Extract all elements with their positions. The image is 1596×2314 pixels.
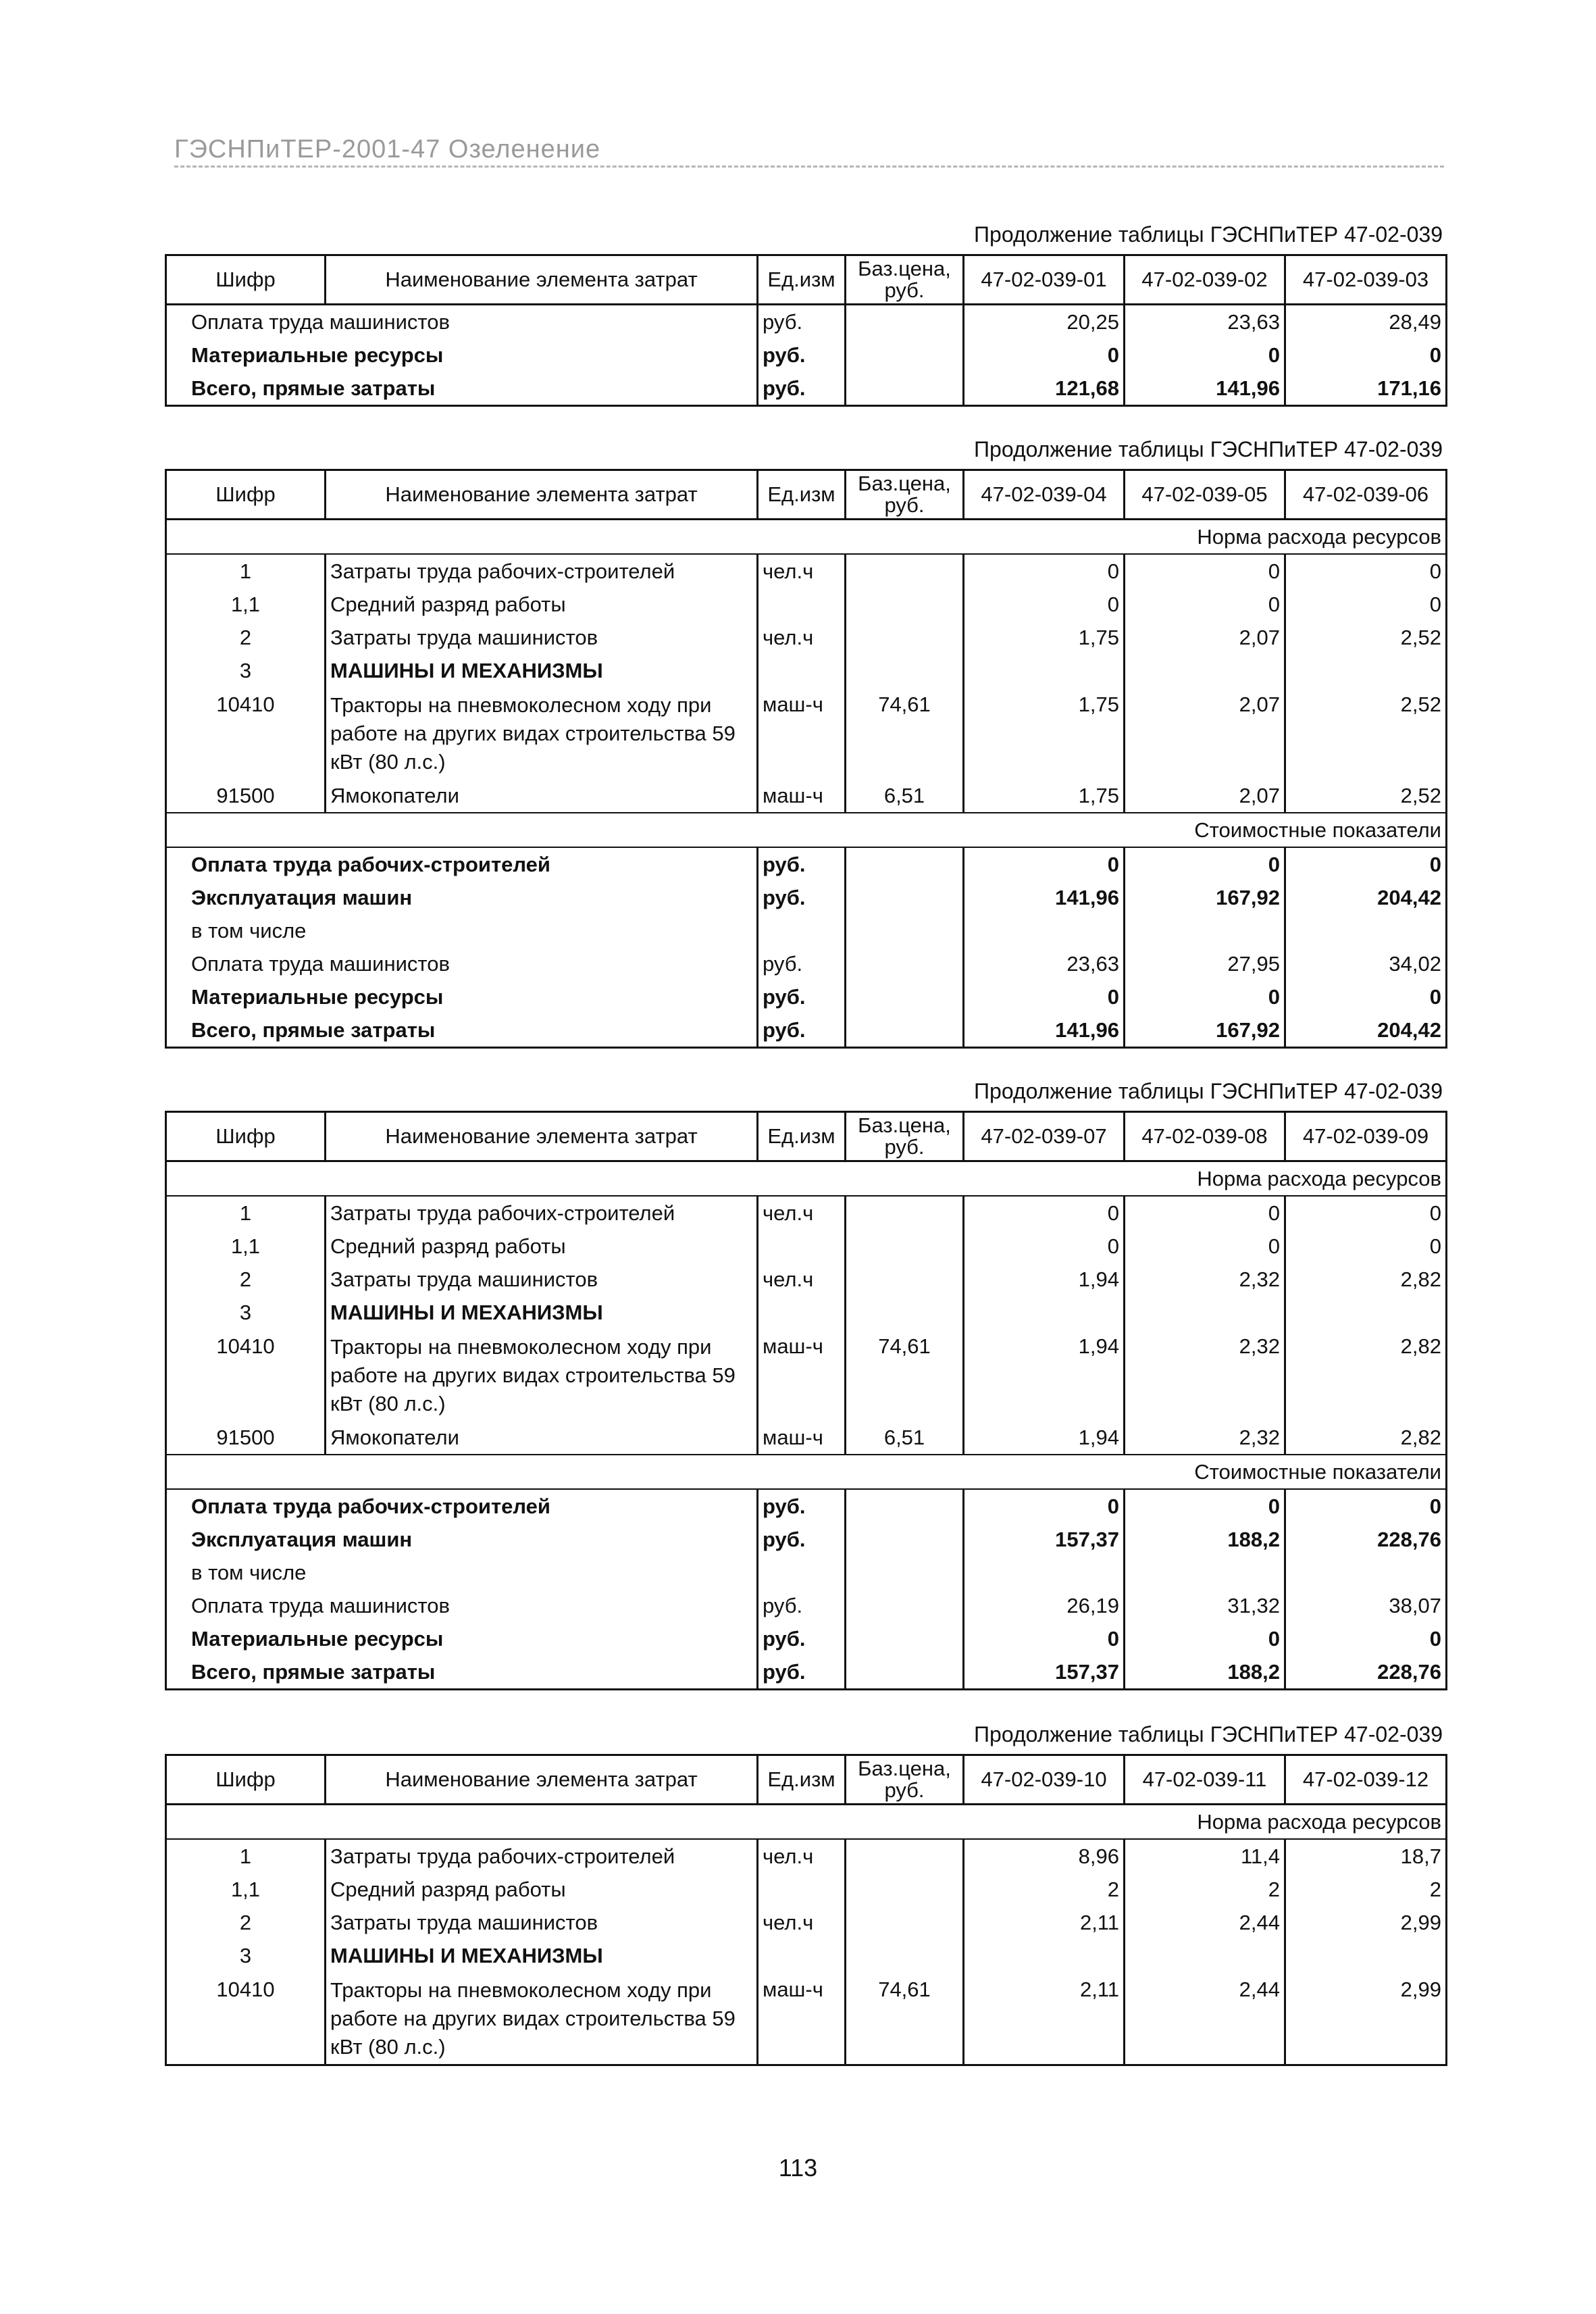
summary-price (846, 847, 964, 881)
resource-unit (758, 1873, 846, 1906)
value-cell (964, 1296, 1125, 1329)
value-cell: 0 (1125, 338, 1285, 372)
resource-price (846, 1230, 964, 1263)
value-cell: 1,94 (964, 1421, 1125, 1455)
resource-code: 2 (166, 1263, 326, 1296)
value-cell: 18,7 (1285, 1839, 1447, 1873)
resource-row (166, 1873, 1447, 1906)
resource-table (165, 469, 1447, 1049)
resource-price (846, 554, 964, 588)
summary-price (846, 1589, 964, 1622)
value-cell: 204,42 (1285, 881, 1447, 914)
resource-code: 3 (166, 1939, 326, 1972)
table-caption: Продолжение таблицы ГЭСНПиТЕР 47-02-039 (974, 1079, 1443, 1103)
summary-name: Всего, прямые затраты (166, 1655, 758, 1690)
resource-name: Тракторы на пневмоколесном ходу при работе на других видах строительства 59 кВт (80 л.с.) (326, 687, 758, 779)
resource-price (846, 654, 964, 687)
col-code-3: 47-02-039-09 (1285, 1112, 1447, 1161)
value-cell: 27,95 (1125, 947, 1285, 980)
summary-price (846, 1523, 964, 1556)
summary-row (166, 1013, 1447, 1048)
summary-name: в том числе (166, 1556, 758, 1589)
value-cell: 2,07 (1125, 621, 1285, 654)
summary-row (166, 372, 1447, 406)
summary-name: Эксплуатация машин (166, 1523, 758, 1556)
summary-price (846, 980, 964, 1013)
value-cell: 2,07 (1125, 687, 1285, 779)
value-cell: 2,52 (1285, 779, 1447, 813)
value-cell: 0 (1285, 1489, 1447, 1523)
summary-name: Материальные ресурсы (166, 980, 758, 1013)
header-row (166, 1755, 1447, 1805)
value-cell: 28,49 (1285, 305, 1447, 339)
resource-price (846, 1873, 964, 1906)
col-unit-header: Ед.изм (758, 255, 846, 305)
summary-row (166, 305, 1447, 339)
value-cell: 2,52 (1285, 621, 1447, 654)
summary-price (846, 338, 964, 372)
summary-row (166, 881, 1447, 914)
value-cell: 0 (1285, 1622, 1447, 1655)
col-code-3: 47-02-039-06 (1285, 470, 1447, 520)
value-cell: 8,96 (964, 1839, 1125, 1873)
col-name-header: Наименование элемента затрат (326, 470, 758, 520)
resource-price: 74,61 (846, 1972, 964, 2065)
resource-name: Затраты труда машинистов (326, 1263, 758, 1296)
resource-price (846, 1906, 964, 1939)
col-code-1: 47-02-039-04 (964, 470, 1125, 520)
value-cell (1125, 654, 1285, 687)
resource-price (846, 1939, 964, 1972)
table-caption: Продолжение таблицы ГЭСНПиТЕР 47-02-039 (974, 222, 1443, 247)
value-cell: 228,76 (1285, 1655, 1447, 1690)
resource-row (166, 654, 1447, 687)
summary-price (846, 914, 964, 947)
value-cell: 23,63 (1125, 305, 1285, 339)
value-cell (1285, 1939, 1447, 1972)
running-header: ГЭСНПиТЕР-2001-47 Озеленение (174, 135, 1444, 168)
col-name-header: Наименование элемента затрат (326, 1755, 758, 1805)
resource-unit: чел.ч (758, 621, 846, 654)
summary-unit: руб. (758, 372, 846, 406)
value-cell: 2 (964, 1873, 1125, 1906)
col-code-3: 47-02-039-03 (1285, 255, 1447, 305)
resource-code: 2 (166, 1906, 326, 1939)
resource-name: МАШИНЫ И МЕХАНИЗМЫ (326, 654, 758, 687)
value-cell: 188,2 (1125, 1523, 1285, 1556)
value-cell (964, 914, 1125, 947)
col-code-1: 47-02-039-07 (964, 1112, 1125, 1161)
resource-name: Затраты труда машинистов (326, 1906, 758, 1939)
resource-price: 6,51 (846, 779, 964, 813)
value-cell: 157,37 (964, 1655, 1125, 1690)
resource-code: 1 (166, 1196, 326, 1230)
resource-price: 6,51 (846, 1421, 964, 1455)
resource-price (846, 1296, 964, 1329)
resource-name: Средний разряд работы (326, 588, 758, 621)
resource-name: Затраты труда рабочих-строителей (326, 554, 758, 588)
resource-code: 1 (166, 1839, 326, 1873)
summary-row (166, 338, 1447, 372)
cost-label: Стоимостные показатели (166, 813, 1447, 847)
value-cell: 2,52 (1285, 687, 1447, 779)
summary-price (846, 1556, 964, 1589)
resource-row (166, 687, 1447, 779)
value-cell: 0 (964, 338, 1125, 372)
resource-price: 74,61 (846, 1329, 964, 1421)
summary-price (846, 881, 964, 914)
value-cell: 11,4 (1125, 1839, 1285, 1873)
value-cell: 20,25 (964, 305, 1125, 339)
value-cell: 171,16 (1285, 372, 1447, 406)
value-cell: 0 (964, 1196, 1125, 1230)
resource-row (166, 1263, 1447, 1296)
summary-price (846, 1489, 964, 1523)
value-cell: 204,42 (1285, 1013, 1447, 1048)
cost-band (166, 813, 1447, 847)
value-cell: 0 (1285, 554, 1447, 588)
value-cell: 2,99 (1285, 1906, 1447, 1939)
col-code-2: 47-02-039-08 (1125, 1112, 1285, 1161)
summary-unit: руб. (758, 947, 846, 980)
summary-name: Оплата труда машинистов (166, 947, 758, 980)
resource-unit: чел.ч (758, 1196, 846, 1230)
value-cell (1285, 654, 1447, 687)
resource-name: МАШИНЫ И МЕХАНИЗМЫ (326, 1296, 758, 1329)
norma-label: Норма расхода ресурсов (166, 1161, 1447, 1197)
resource-code: 10410 (166, 1972, 326, 2065)
resource-row (166, 554, 1447, 588)
value-cell: 31,32 (1125, 1589, 1285, 1622)
resource-row (166, 779, 1447, 813)
value-cell: 38,07 (1285, 1589, 1447, 1622)
summary-unit (758, 1556, 846, 1589)
resource-price (846, 588, 964, 621)
value-cell: 0 (1285, 1196, 1447, 1230)
value-cell (964, 654, 1125, 687)
value-cell: 2,32 (1125, 1329, 1285, 1421)
value-cell: 0 (1125, 847, 1285, 881)
value-cell (1285, 1556, 1447, 1589)
value-cell (1125, 1296, 1285, 1329)
col-code-header: Шифр (166, 1112, 326, 1161)
summary-name: Эксплуатация машин (166, 881, 758, 914)
value-cell: 228,76 (1285, 1523, 1447, 1556)
value-cell: 141,96 (964, 881, 1125, 914)
resource-code: 10410 (166, 687, 326, 779)
norma-band (166, 1805, 1447, 1840)
value-cell: 0 (1125, 1230, 1285, 1263)
resource-code: 1 (166, 554, 326, 588)
summary-row (166, 947, 1447, 980)
table-block-3 (165, 1072, 1445, 1690)
resource-code: 2 (166, 621, 326, 654)
value-cell: 1,75 (964, 687, 1125, 779)
resource-row (166, 1296, 1447, 1329)
resource-code: 1,1 (166, 588, 326, 621)
col-name-header: Наименование элемента затрат (326, 1112, 758, 1161)
resource-row (166, 1421, 1447, 1455)
value-cell: 0 (1125, 1489, 1285, 1523)
resource-unit: чел.ч (758, 1839, 846, 1873)
value-cell: 0 (964, 1622, 1125, 1655)
value-cell (1285, 1296, 1447, 1329)
resource-code: 3 (166, 1296, 326, 1329)
summary-unit: руб. (758, 338, 846, 372)
summary-name: Всего, прямые затраты (166, 372, 758, 406)
resource-table (165, 1111, 1447, 1690)
resource-name: Средний разряд работы (326, 1230, 758, 1263)
summary-unit: руб. (758, 980, 846, 1013)
resource-row (166, 1939, 1447, 1972)
summary-row (166, 1655, 1447, 1690)
summary-unit: руб. (758, 305, 846, 339)
value-cell: 2,82 (1285, 1263, 1447, 1296)
value-cell (964, 1939, 1125, 1972)
value-cell: 23,63 (964, 947, 1125, 980)
summary-row (166, 847, 1447, 881)
value-cell: 0 (1125, 1196, 1285, 1230)
resource-row (166, 1196, 1447, 1230)
value-cell: 2,44 (1125, 1906, 1285, 1939)
value-cell: 167,92 (1125, 1013, 1285, 1048)
summary-name: Оплата труда машинистов (166, 1589, 758, 1622)
resource-unit: маш-ч (758, 779, 846, 813)
col-code-2: 47-02-039-11 (1125, 1755, 1285, 1805)
col-code-header: Шифр (166, 1755, 326, 1805)
value-cell: 0 (1285, 1230, 1447, 1263)
col-price-header: Баз.цена, руб. (846, 1755, 964, 1805)
summary-row (166, 1622, 1447, 1655)
value-cell: 2 (1285, 1873, 1447, 1906)
resource-code: 91500 (166, 779, 326, 813)
resource-unit (758, 1296, 846, 1329)
value-cell (964, 1556, 1125, 1589)
summary-price (846, 1013, 964, 1048)
resource-code: 3 (166, 654, 326, 687)
resource-unit (758, 588, 846, 621)
resource-name: Затраты труда рабочих-строителей (326, 1839, 758, 1873)
value-cell: 0 (1125, 980, 1285, 1013)
summary-row (166, 1589, 1447, 1622)
value-cell: 188,2 (1125, 1655, 1285, 1690)
value-cell: 0 (964, 1230, 1125, 1263)
resource-table (165, 1754, 1447, 2066)
value-cell: 141,96 (1125, 372, 1285, 406)
resource-price (846, 1196, 964, 1230)
resource-row (166, 621, 1447, 654)
resource-name: Ямокопатели (326, 779, 758, 813)
summary-name: Оплата труда рабочих-строителей (166, 1489, 758, 1523)
cost-band (166, 1455, 1447, 1489)
value-cell: 2,82 (1285, 1421, 1447, 1455)
resource-price (846, 1839, 964, 1873)
value-cell: 2,82 (1285, 1329, 1447, 1421)
cost-label: Стоимостные показатели (166, 1455, 1447, 1489)
table-block-2 (165, 430, 1445, 1049)
resource-unit (758, 1230, 846, 1263)
value-cell: 1,75 (964, 779, 1125, 813)
value-cell: 2,11 (964, 1972, 1125, 2065)
value-cell: 26,19 (964, 1589, 1125, 1622)
resource-unit (758, 654, 846, 687)
col-code-header: Шифр (166, 470, 326, 520)
resource-table (165, 254, 1447, 407)
value-cell: 0 (1285, 980, 1447, 1013)
summary-unit: руб. (758, 1013, 846, 1048)
resource-price (846, 1263, 964, 1296)
resource-unit: маш-ч (758, 687, 846, 779)
value-cell (1125, 1556, 1285, 1589)
col-code-1: 47-02-039-01 (964, 255, 1125, 305)
value-cell: 167,92 (1125, 881, 1285, 914)
value-cell: 141,96 (964, 1013, 1125, 1048)
summary-row (166, 1489, 1447, 1523)
resource-row (166, 1329, 1447, 1421)
value-cell (1125, 1939, 1285, 1972)
summary-price (846, 1655, 964, 1690)
value-cell: 157,37 (964, 1523, 1125, 1556)
value-cell: 0 (1125, 1622, 1285, 1655)
resource-row (166, 588, 1447, 621)
resource-code: 1,1 (166, 1230, 326, 1263)
value-cell: 1,75 (964, 621, 1125, 654)
value-cell: 0 (964, 588, 1125, 621)
value-cell (1285, 914, 1447, 947)
resource-unit: маш-ч (758, 1421, 846, 1455)
summary-unit (758, 914, 846, 947)
summary-name: Материальные ресурсы (166, 338, 758, 372)
resource-name: Затраты труда машинистов (326, 621, 758, 654)
value-cell: 0 (1125, 588, 1285, 621)
summary-price (846, 372, 964, 406)
table-caption: Продолжение таблицы ГЭСНПиТЕР 47-02-039 (974, 437, 1443, 461)
resource-name: Тракторы на пневмоколесном ходу при работе на других видах строительства 59 кВт (80 л.с.) (326, 1972, 758, 2065)
summary-name: Оплата труда машинистов (166, 305, 758, 339)
summary-unit: руб. (758, 1655, 846, 1690)
value-cell: 2,32 (1125, 1263, 1285, 1296)
value-cell: 0 (1285, 588, 1447, 621)
value-cell: 1,94 (964, 1263, 1125, 1296)
value-cell: 0 (964, 554, 1125, 588)
col-price-header: Баз.цена, руб. (846, 1112, 964, 1161)
summary-unit: руб. (758, 881, 846, 914)
resource-price (846, 621, 964, 654)
summary-price (846, 305, 964, 339)
resource-price: 74,61 (846, 687, 964, 779)
value-cell: 0 (1285, 338, 1447, 372)
col-price-header: Баз.цена, руб. (846, 470, 964, 520)
summary-unit: руб. (758, 1523, 846, 1556)
resource-row (166, 1839, 1447, 1873)
summary-row (166, 914, 1447, 947)
value-cell: 2,07 (1125, 779, 1285, 813)
resource-name: МАШИНЫ И МЕХАНИЗМЫ (326, 1939, 758, 1972)
resource-unit: маш-ч (758, 1329, 846, 1421)
value-cell: 2,32 (1125, 1421, 1285, 1455)
norma-label: Норма расхода ресурсов (166, 520, 1447, 555)
col-name-header: Наименование элемента затрат (326, 255, 758, 305)
resource-unit: маш-ч (758, 1972, 846, 2065)
resource-name: Затраты труда рабочих-строителей (326, 1196, 758, 1230)
col-code-2: 47-02-039-05 (1125, 470, 1285, 520)
summary-row (166, 1523, 1447, 1556)
value-cell: 121,68 (964, 372, 1125, 406)
summary-name: Материальные ресурсы (166, 1622, 758, 1655)
col-code-2: 47-02-039-02 (1125, 255, 1285, 305)
value-cell: 2 (1125, 1873, 1285, 1906)
col-code-header: Шифр (166, 255, 326, 305)
norma-band (166, 1161, 1447, 1197)
resource-unit (758, 1939, 846, 1972)
summary-row (166, 980, 1447, 1013)
summary-name: Всего, прямые затраты (166, 1013, 758, 1048)
value-cell: 0 (1285, 847, 1447, 881)
table-block-4 (165, 1715, 1445, 2066)
value-cell: 2,44 (1125, 1972, 1285, 2065)
summary-name: в том числе (166, 914, 758, 947)
value-cell: 0 (964, 847, 1125, 881)
col-code-3: 47-02-039-12 (1285, 1755, 1447, 1805)
resource-row (166, 1972, 1447, 2065)
summary-price (846, 1622, 964, 1655)
header-row (166, 255, 1447, 305)
col-unit-header: Ед.изм (758, 470, 846, 520)
value-cell (1125, 914, 1285, 947)
value-cell: 0 (1125, 554, 1285, 588)
value-cell: 2,11 (964, 1906, 1125, 1939)
col-price-header: Баз.цена, руб. (846, 255, 964, 305)
resource-code: 91500 (166, 1421, 326, 1455)
summary-row (166, 1556, 1447, 1589)
summary-unit: руб. (758, 1489, 846, 1523)
value-cell: 0 (964, 1489, 1125, 1523)
resource-row (166, 1230, 1447, 1263)
resource-code: 10410 (166, 1329, 326, 1421)
resource-unit: чел.ч (758, 1263, 846, 1296)
summary-unit: руб. (758, 1589, 846, 1622)
resource-unit: чел.ч (758, 1906, 846, 1939)
summary-unit: руб. (758, 1622, 846, 1655)
resource-unit: чел.ч (758, 554, 846, 588)
summary-unit: руб. (758, 847, 846, 881)
header-row (166, 1112, 1447, 1161)
header-row (166, 470, 1447, 520)
summary-price (846, 947, 964, 980)
resource-name: Средний разряд работы (326, 1873, 758, 1906)
norma-label: Норма расхода ресурсов (166, 1805, 1447, 1840)
page-number: 113 (778, 2154, 818, 2182)
value-cell: 34,02 (1285, 947, 1447, 980)
col-code-1: 47-02-039-10 (964, 1755, 1125, 1805)
value-cell: 1,94 (964, 1329, 1125, 1421)
resource-name: Ямокопатели (326, 1421, 758, 1455)
resource-code: 1,1 (166, 1873, 326, 1906)
value-cell: 0 (964, 980, 1125, 1013)
resource-name: Тракторы на пневмоколесном ходу при работе на других видах строительства 59 кВт (80 л.с.) (326, 1329, 758, 1421)
table-block-1 (165, 215, 1445, 407)
summary-name: Оплата труда рабочих-строителей (166, 847, 758, 881)
table-caption: Продолжение таблицы ГЭСНПиТЕР 47-02-039 (974, 1722, 1443, 1746)
col-unit-header: Ед.изм (758, 1755, 846, 1805)
norma-band (166, 520, 1447, 555)
value-cell: 2,99 (1285, 1972, 1447, 2065)
resource-row (166, 1906, 1447, 1939)
col-unit-header: Ед.изм (758, 1112, 846, 1161)
